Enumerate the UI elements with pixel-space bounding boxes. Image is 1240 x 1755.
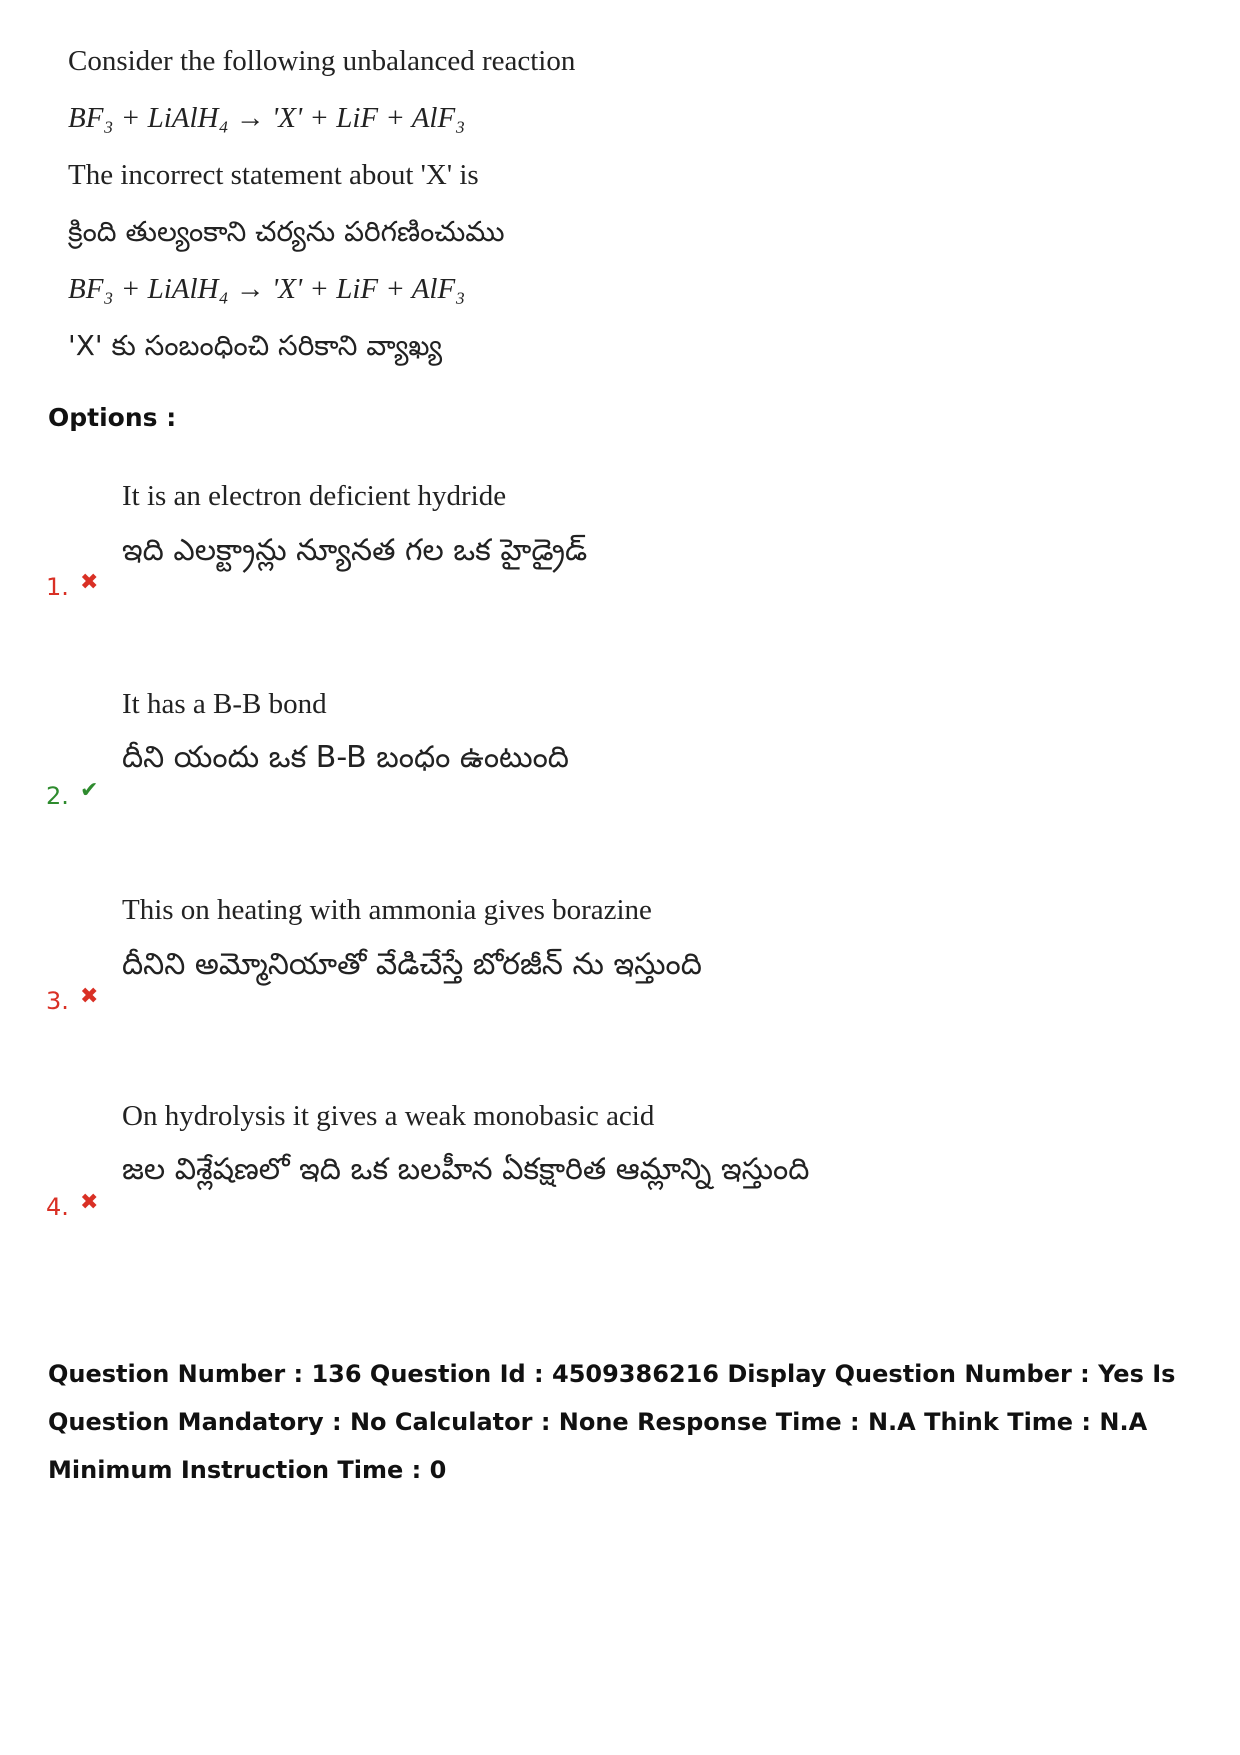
wrong-mark-icon: ✖ <box>80 570 99 595</box>
option-4[interactable] <box>40 1096 940 1276</box>
wrong-mark-icon: ✖ <box>80 984 99 1009</box>
option-1[interactable] <box>40 470 940 650</box>
option-2-text-en: It has a B-B bond <box>122 688 327 720</box>
question-line-1: Consider the following unbalanced reaction <box>68 45 576 77</box>
option-3[interactable] <box>40 890 940 1070</box>
option-3-text-en: This on heating with ammonia gives borazine <box>122 894 652 926</box>
option-4-text-te: జల విశ్లేషణలో ఇది ఒక బలహీన ఏకక్షారిత ఆమ్లాన్ని ఇస్తుంది <box>122 1152 810 1187</box>
option-2-number: 2. <box>46 782 69 810</box>
question-line-telugu-1: క్రింది తుల్యంకాని చర్యను పరిగణించుము <box>68 215 505 248</box>
question-stem <box>68 40 708 382</box>
wrong-mark-icon: ✖ <box>80 1190 99 1215</box>
reaction-equation-en: BF₃ + LiAlH₄ → 'X' + LiF + AlF₃ <box>68 102 466 134</box>
question-line-telugu-2: 'X' కు సంబంధించి సరికాని వ్యాఖ్య <box>68 329 443 362</box>
options-label: Options : <box>48 403 177 432</box>
option-1-text-en: It is an electron deficient hydride <box>122 480 507 512</box>
reaction-equation-te: BF₃ + LiAlH₄ → 'X' + LiF + AlF₃ <box>68 273 466 305</box>
option-4-number: 4. <box>46 1193 69 1221</box>
question-metadata: Question Number : 136 Question Id : 4509386216 Display Question Number : Yes Is Question Mandatory : No Calculator : None Response Time : N.A Think Time : N.A Minimum Instruction Time : 0 <box>48 1360 1176 1484</box>
option-3-text-te: దీనిని అమ్మోనియాతో వేడిచేస్తే బోరజీన్ ను ఇస్తుంది <box>122 947 702 982</box>
option-2-text-te: దీని యందు ఒక B-B బంధం ఉంటుంది <box>122 740 569 775</box>
option-1-text-te: ఇది ఎలక్ట్రాన్లు న్యూనత గల ఒక హైడ్రైడ్ <box>122 533 588 568</box>
option-2[interactable] <box>40 682 940 862</box>
option-1-number: 1. <box>46 573 69 601</box>
check-mark-icon: ✔ <box>80 778 99 803</box>
option-3-number: 3. <box>46 987 69 1015</box>
option-4-text-en: On hydrolysis it gives a weak monobasic acid <box>122 1100 655 1132</box>
question-line-3: The incorrect statement about 'X' is <box>68 159 479 191</box>
